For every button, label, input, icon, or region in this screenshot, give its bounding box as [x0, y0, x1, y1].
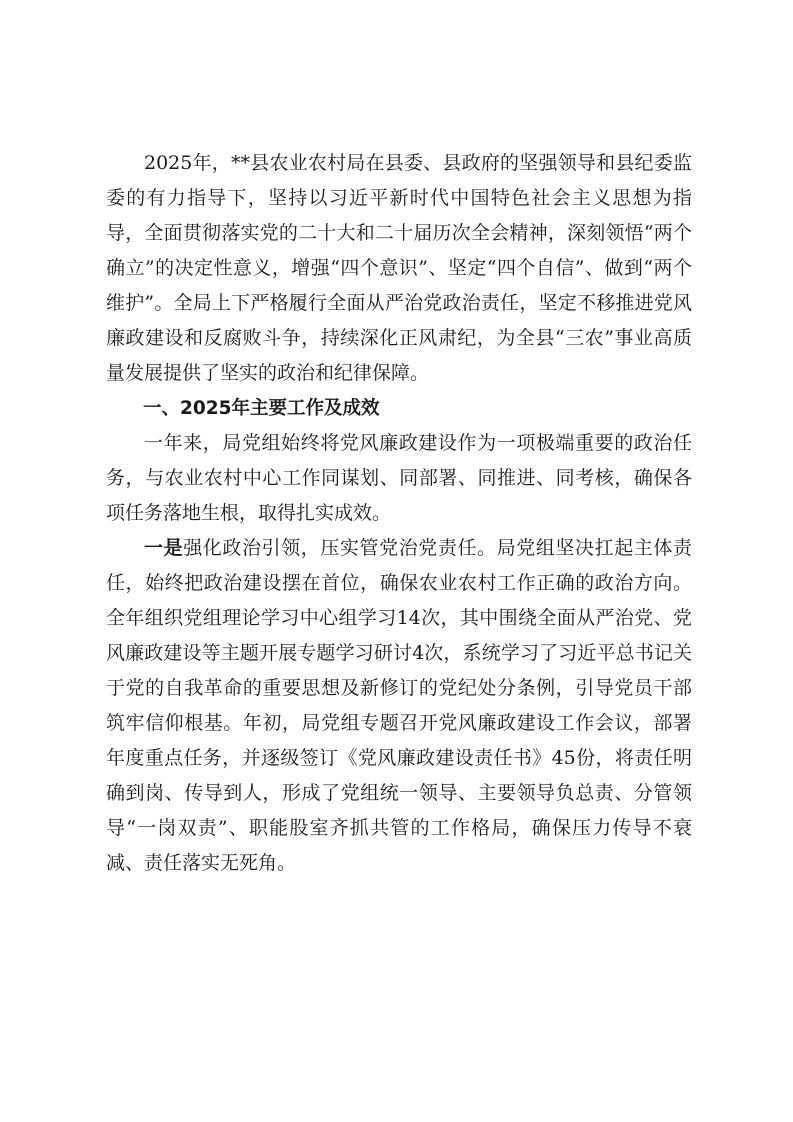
document-body [106, 146, 692, 881]
section-heading: 一、2025年主要工作及成效 [143, 398, 380, 419]
intro-paragraph: 2025年，**县农业农村局在县委、县政府的坚强领导和县纪委监委的有力指导下，坚持以习近平新时代中国特色社会主义思想为指导，全面贯彻落实党的二十大和二十届历次全会精神，深刻领悟“两个确立”的决定性意义，增强“四个意识”、坚定“四个自信”、做到“两个维护”。全局上下严格履行全面从严治党政治责任，坚定不移推进党风廉政建设和反腐败斗争，持续深化正风肃纪，为全县“三农”事业高质量发展提供了坚实的政治和纪律保障。 [106, 152, 692, 384]
overview-paragraph: 一年来，局党组始终将党风廉政建设作为一项极端重要的政治任务，与农业农村中心工作同谋划、同部署、同推进、同考核，确保各项任务落地生根，取得扎实成效。 [106, 432, 692, 524]
point-one-body: 局党组坚决扛起主体责任，始终把政治建设摆在首位，确保农业农村工作正确的政治方向。全年组织党组理论学习中心组学习14次，其中围绕全面从严治党、党风廉政建设等主题开展专题学习研讨4次，系统学习了习近平总书记关于党的自我革命的重要思想及新修订的党纪处分条例，引导党员干部筑牢信仰根基。年初，局党组专题召开党风廉政建设工作会议，部署年度重点任务，并逐级签订《党风廉政建设责任书》45份，将责任明确到岗、传导到人，形成了党组统一领导、主要领导负总责、分管领导“一岗双责”、职能股室齐抓共管的工作格局，确保压力传导不衰减、责任落实无死角。 [106, 537, 692, 874]
point-one-paragraph [106, 531, 692, 881]
point-one-title: 强化政治引领，压实管党治党责任。 [183, 537, 497, 559]
point-one-lead: 一是 [144, 537, 184, 559]
